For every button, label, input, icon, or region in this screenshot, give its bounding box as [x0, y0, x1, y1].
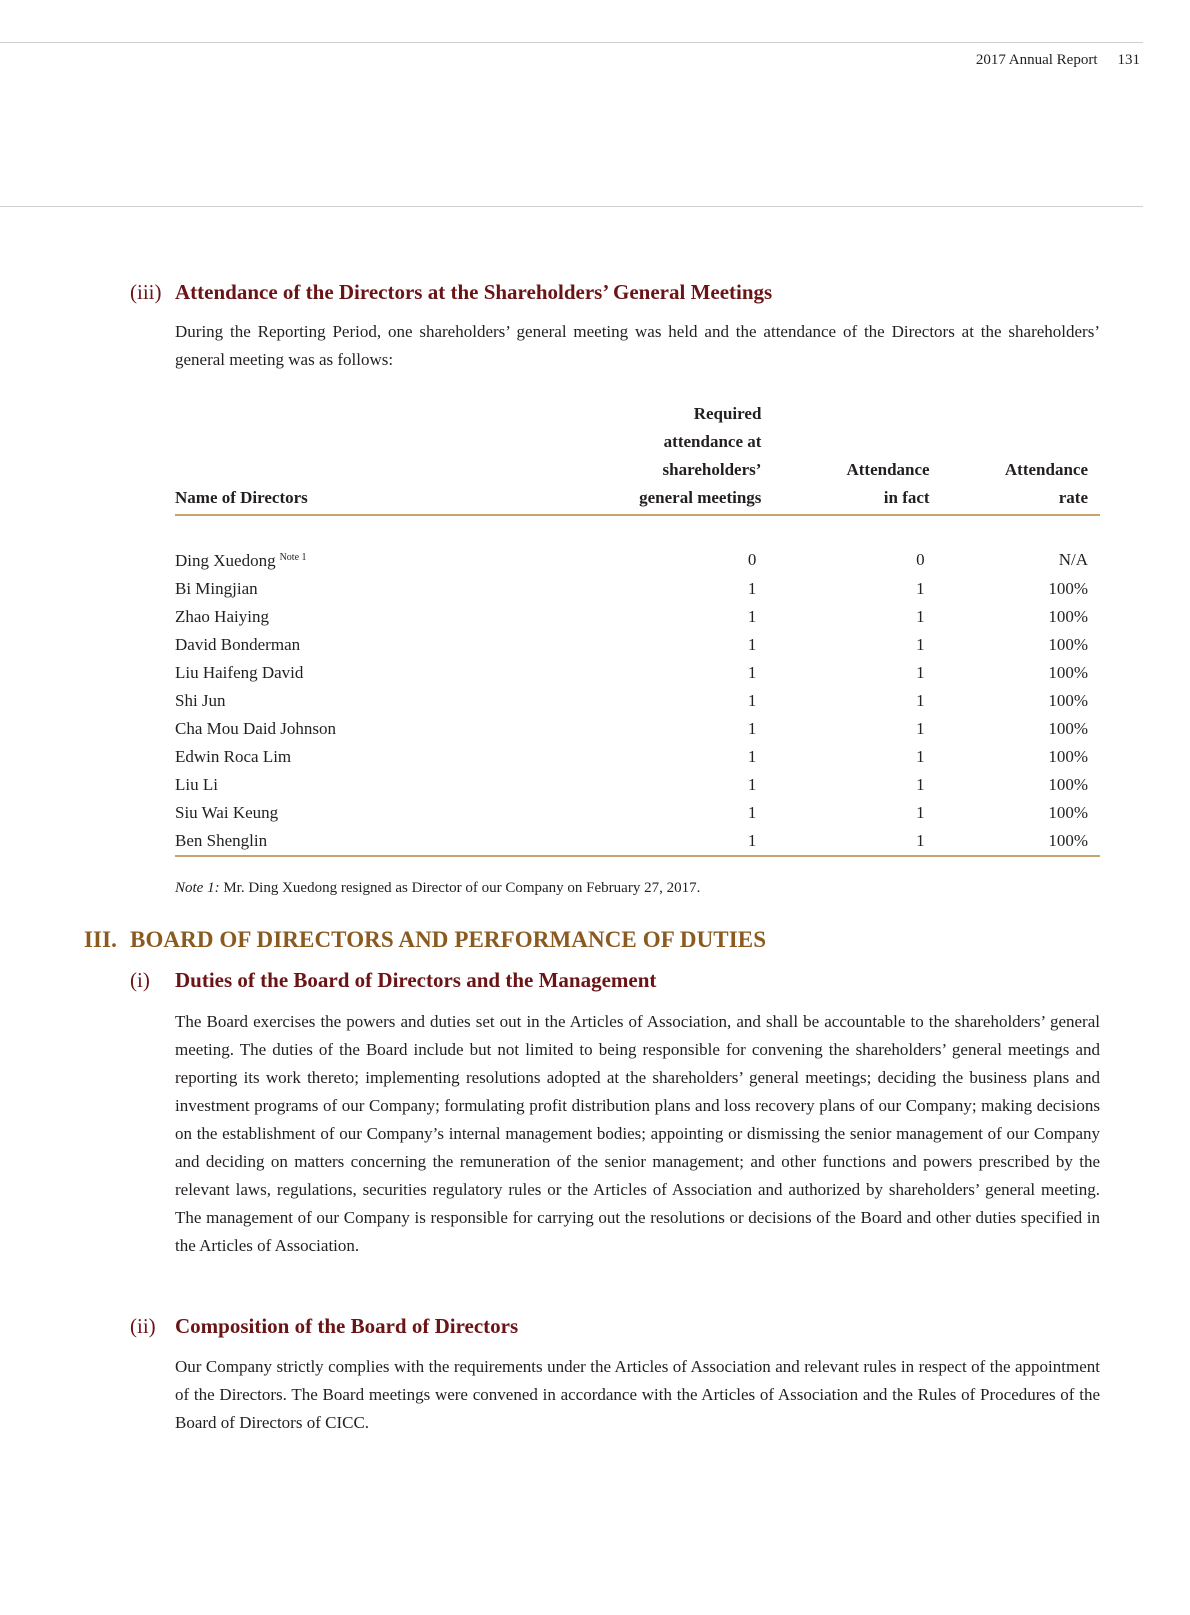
running-head [976, 52, 1140, 69]
note-marker: Note 1 [279, 552, 307, 563]
header-name: Name of Directors [175, 400, 588, 515]
header-rule-top [0, 42, 1143, 43]
table-header-row [175, 400, 1100, 515]
table-row: Liu Li 1 1 100% [175, 775, 1088, 794]
header-rate: Attendance rate [930, 400, 1100, 515]
table-row: Liu Haifeng David 1 1 100% [175, 663, 1088, 682]
header-fact: Attendance in fact [761, 400, 929, 515]
duties-body: The Board exercises the powers and duties set out in the Articles of Association, and shall be accountable to the shareholders’ general meeting. The duties of the Board include but not limited to being responsible for convening the shareholders’ general meetings and reporting its work thereto; implementing resolutions adopted at the shareholders’ general meetings; deciding the business plans and investment programs of our Company; formulating profit distribution plans and loss recovery plans of our Company; making decisions on the establishment of our Company’s internal management bodies; appointing or dismissing the senior management of our Company and deciding on matters concerning the remuneration of the senior management; and other functions and powers prescribed by the relevant laws, regulations, securities regulatory rules or the Articles of Association and authorized by shareholders’ general meeting. The management of our Company is responsible for carrying out the resolutions or decisions of the Board and other duties specified in the Articles of Association. [175, 1012, 1100, 1255]
table-row: David Bonderman 1 1 100% [175, 635, 1088, 654]
section-i-heading [130, 968, 656, 993]
table-row: Siu Wai Keung 1 1 100% [175, 803, 1088, 822]
section-title: Composition of the Board of Directors [175, 1314, 519, 1338]
table-row: Shi Jun 1 1 100% [175, 691, 1088, 710]
header-rule-bottom [0, 206, 1143, 207]
footnote-text: Mr. Ding Xuedong resigned as Director of our Company on February 27, 2017. [219, 880, 701, 896]
section-number: (i) [130, 968, 150, 992]
section-title: BOARD OF DIRECTORS AND PERFORMANCE OF DUTIES [130, 927, 767, 952]
section-number: (iii) [130, 280, 162, 304]
report-title: 2017 Annual Report [975, 52, 1098, 68]
table-row: Edwin Roca Lim 1 1 100% [175, 747, 1088, 766]
table-row: Cha Mou Daid Johnson 1 1 100% [175, 719, 1088, 738]
attendance-intro: During the Reporting Period, one shareholders’ general meeting was held and the attendance of the Directors at the shareholders’ general meeting was as follows: [175, 322, 1100, 369]
section-number: III. [84, 927, 118, 952]
section-number: (ii) [130, 1314, 156, 1338]
section-III-heading [84, 927, 766, 953]
table-row: Bi Mingjian 1 1 100% [175, 579, 1088, 598]
footnote-label: Note 1: [175, 880, 220, 896]
header-required: Required attendance at shareholders’ general meetings [588, 400, 761, 515]
page-number: 131 [1117, 52, 1140, 68]
table-footnote [175, 880, 700, 897]
table-row: Ben Shenglin 1 1 100% [175, 827, 1100, 856]
composition-body: Our Company strictly complies with the requirements under the Articles of Association and relevant rules in respect of the appointment of the Directors. The Board meetings were convened in accordance with the Articles of Association and the Rules of Procedures of the Board of Directors of CICC. [175, 1357, 1100, 1432]
section-ii-heading [130, 1314, 518, 1339]
table-row: Zhao Haiying 1 1 100% [175, 607, 1088, 626]
section-iii-heading [130, 280, 772, 305]
section-title: Attendance of the Directors at the Shareholders’ General Meetings [175, 280, 773, 304]
section-title: Duties of the Board of Directors and the Management [175, 968, 657, 992]
table-row: Ding Xuedong $^{Note 1}$ 0 0 N/A [175, 549, 1088, 570]
attendance-table [175, 400, 1100, 857]
